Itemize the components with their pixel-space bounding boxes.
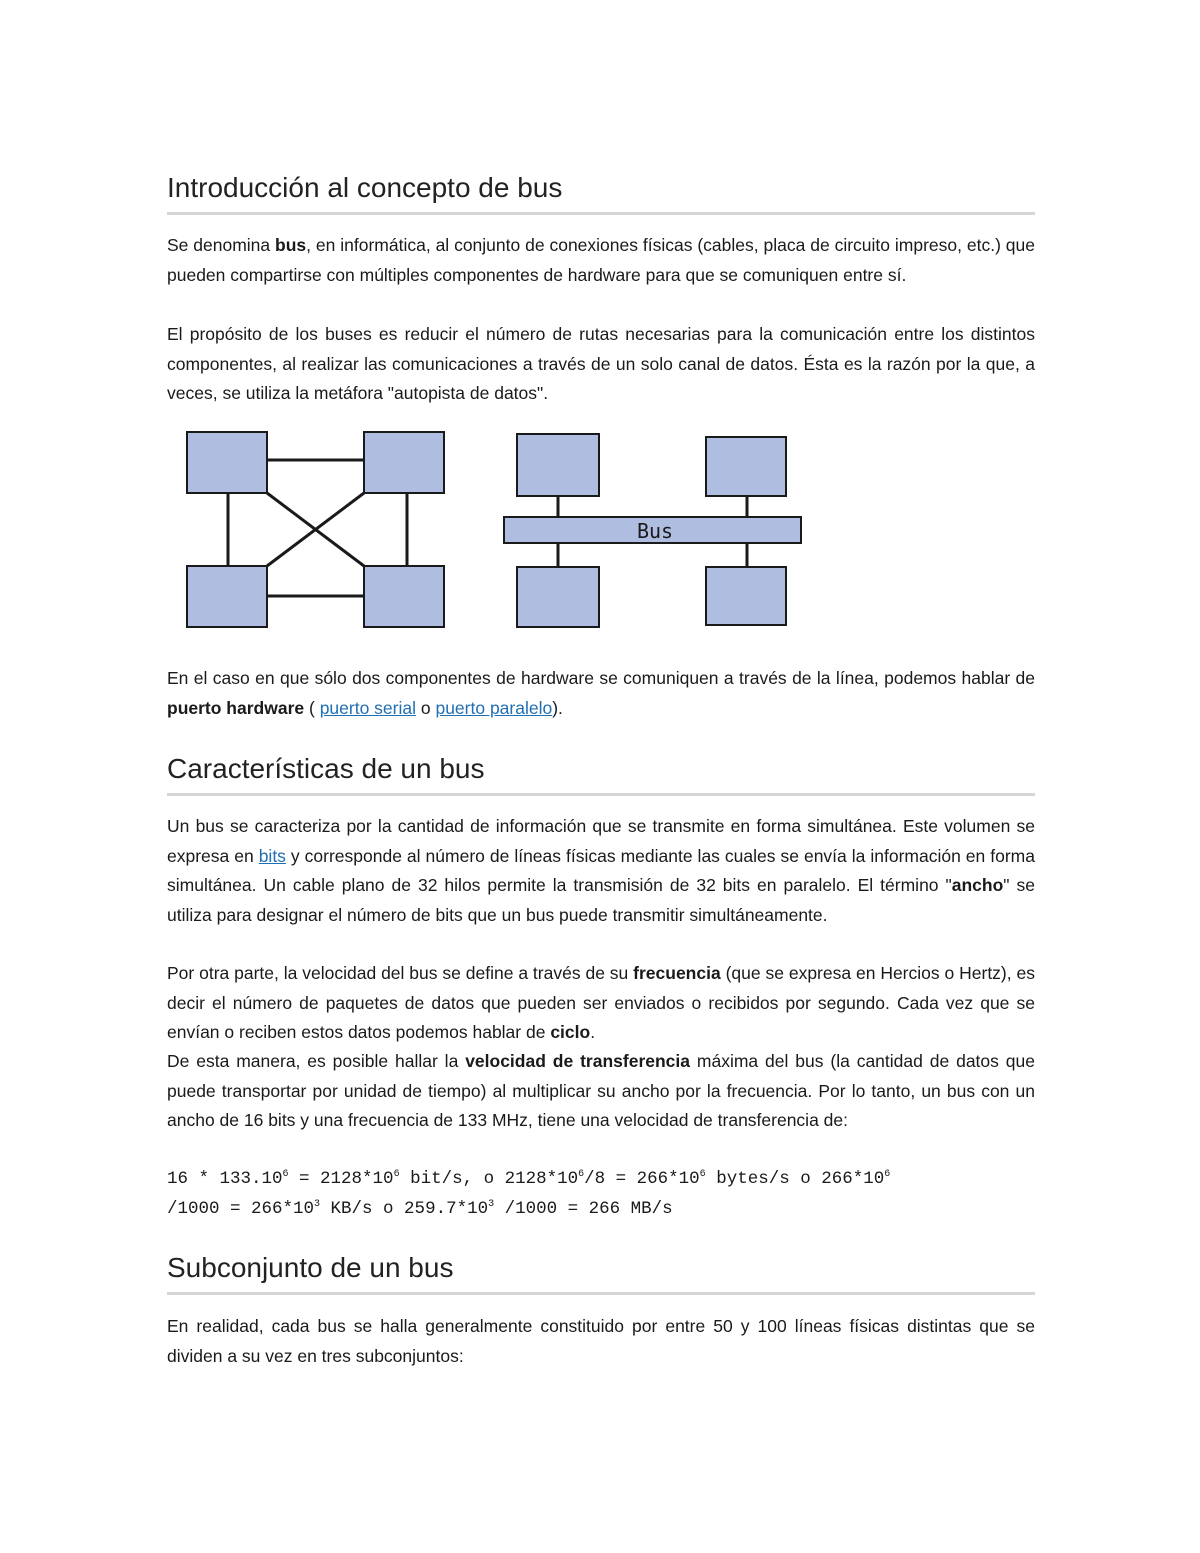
- section-heading-intro: Introducción al concepto de bus: [167, 170, 1035, 215]
- section-heading-caracteristicas: Características de un bus: [167, 751, 1035, 796]
- hardware-component-box: [364, 566, 444, 627]
- term-bus: bus: [275, 235, 307, 255]
- paragraph-transfer-speed: De esta manera, es posible hallar la velocidad de transferencia máxima del bus (la cantidad de datos que puede transportar por unidad de tiempo) al multiplicar su ancho por la frecuencia. Por lo tanto, un bus con un ancho de 16 bits y una frecuencia de 133 MHz, tiene una velocidad de transferencia de:: [167, 1051, 1035, 1130]
- paragraph-bus-definition: Se denomina bus, en informática, al conjunto de conexiones físicas (cables, placa de circuito impreso, etc.) que pueden compartirse con múltiples componentes de hardware para que se comuniquen entre sí.: [167, 235, 1035, 285]
- term-frecuencia: frecuencia: [633, 963, 721, 983]
- bus-topology-diagram: [167, 430, 1035, 630]
- link-bits[interactable]: bits: [258, 845, 286, 866]
- hardware-component-box: [706, 567, 786, 625]
- hardware-component-box: [187, 566, 267, 627]
- term-puerto-hardware: puerto hardware: [167, 697, 305, 718]
- transfer-speed-formula: $16 * 133.10^6 = 2128*10^6$ bit/s, o $2128*10^6/8 = 266*10^6$ bytes/s o $266*10^6$ $/1000 = 266*10^3$ KB/s o $259.7*10^3$ /1000 = 266 MB/s: [167, 1169, 891, 1219]
- term-ancho: ancho: [951, 875, 1004, 895]
- hardware-component-box: [517, 434, 599, 496]
- bus-label: Bus: [636, 519, 674, 543]
- paragraph-bus-width: Un bus se caracteriza por la cantidad de información que se transmite en forma simultánea. Este volumen se expresa en bits y corresponde al número de líneas físicas mediante las cuales se envía la información en forma simultánea. Un cable plano de 32 hilos permite la transmisión de 32 bits en paralelo. El término "ancho" se utiliza para designar el número de bits que un bus puede transmitir simultáneamente.: [167, 816, 1035, 925]
- section-heading-subconjunto: Subconjunto de un bus: [167, 1250, 1035, 1295]
- paragraph-bus-frequency: Por otra parte, la velocidad del bus se define a través de su frecuencia (que se expresa en Hercios o Hertz), es decir el número de paquetes de datos que pueden ser enviados o recibidos por segundo. Cada vez que se envían o reciben estos datos podemos hablar de ciclo.: [167, 963, 1035, 1042]
- bus-diagram: [504, 434, 801, 627]
- link-puerto-paralelo[interactable]: puerto paralelo: [435, 697, 553, 718]
- paragraph-hardware-port: En el caso en que sólo dos componentes de hardware se comuniquen a través de la línea, podemos hablar de puerto hardware ( puerto serial o puerto paralelo).: [167, 668, 1035, 718]
- hardware-component-box: [187, 432, 267, 493]
- paragraph-bus-subsets: En realidad, cada bus se halla generalmente constituido por entre 50 y 100 líneas físicas distintas que se dividen a su vez en tres subconjuntos:: [167, 1316, 1035, 1366]
- hardware-component-box: [364, 432, 444, 493]
- link-puerto-serial[interactable]: puerto serial: [319, 697, 416, 718]
- hardware-component-box: [517, 567, 599, 627]
- term-ciclo: ciclo: [550, 1022, 591, 1042]
- term-velocidad-de-transferencia: velocidad de transferencia: [465, 1051, 691, 1071]
- hardware-component-box: [706, 437, 786, 496]
- paragraph-bus-purpose: El propósito de los buses es reducir el número de rutas necesarias para la comunicación entre los distintos componentes, al realizar las comunicaciones a través de un solo canal de datos. Ésta es la razón por la que, a veces, se utiliza la metáfora "autopista de datos".: [167, 324, 1035, 403]
